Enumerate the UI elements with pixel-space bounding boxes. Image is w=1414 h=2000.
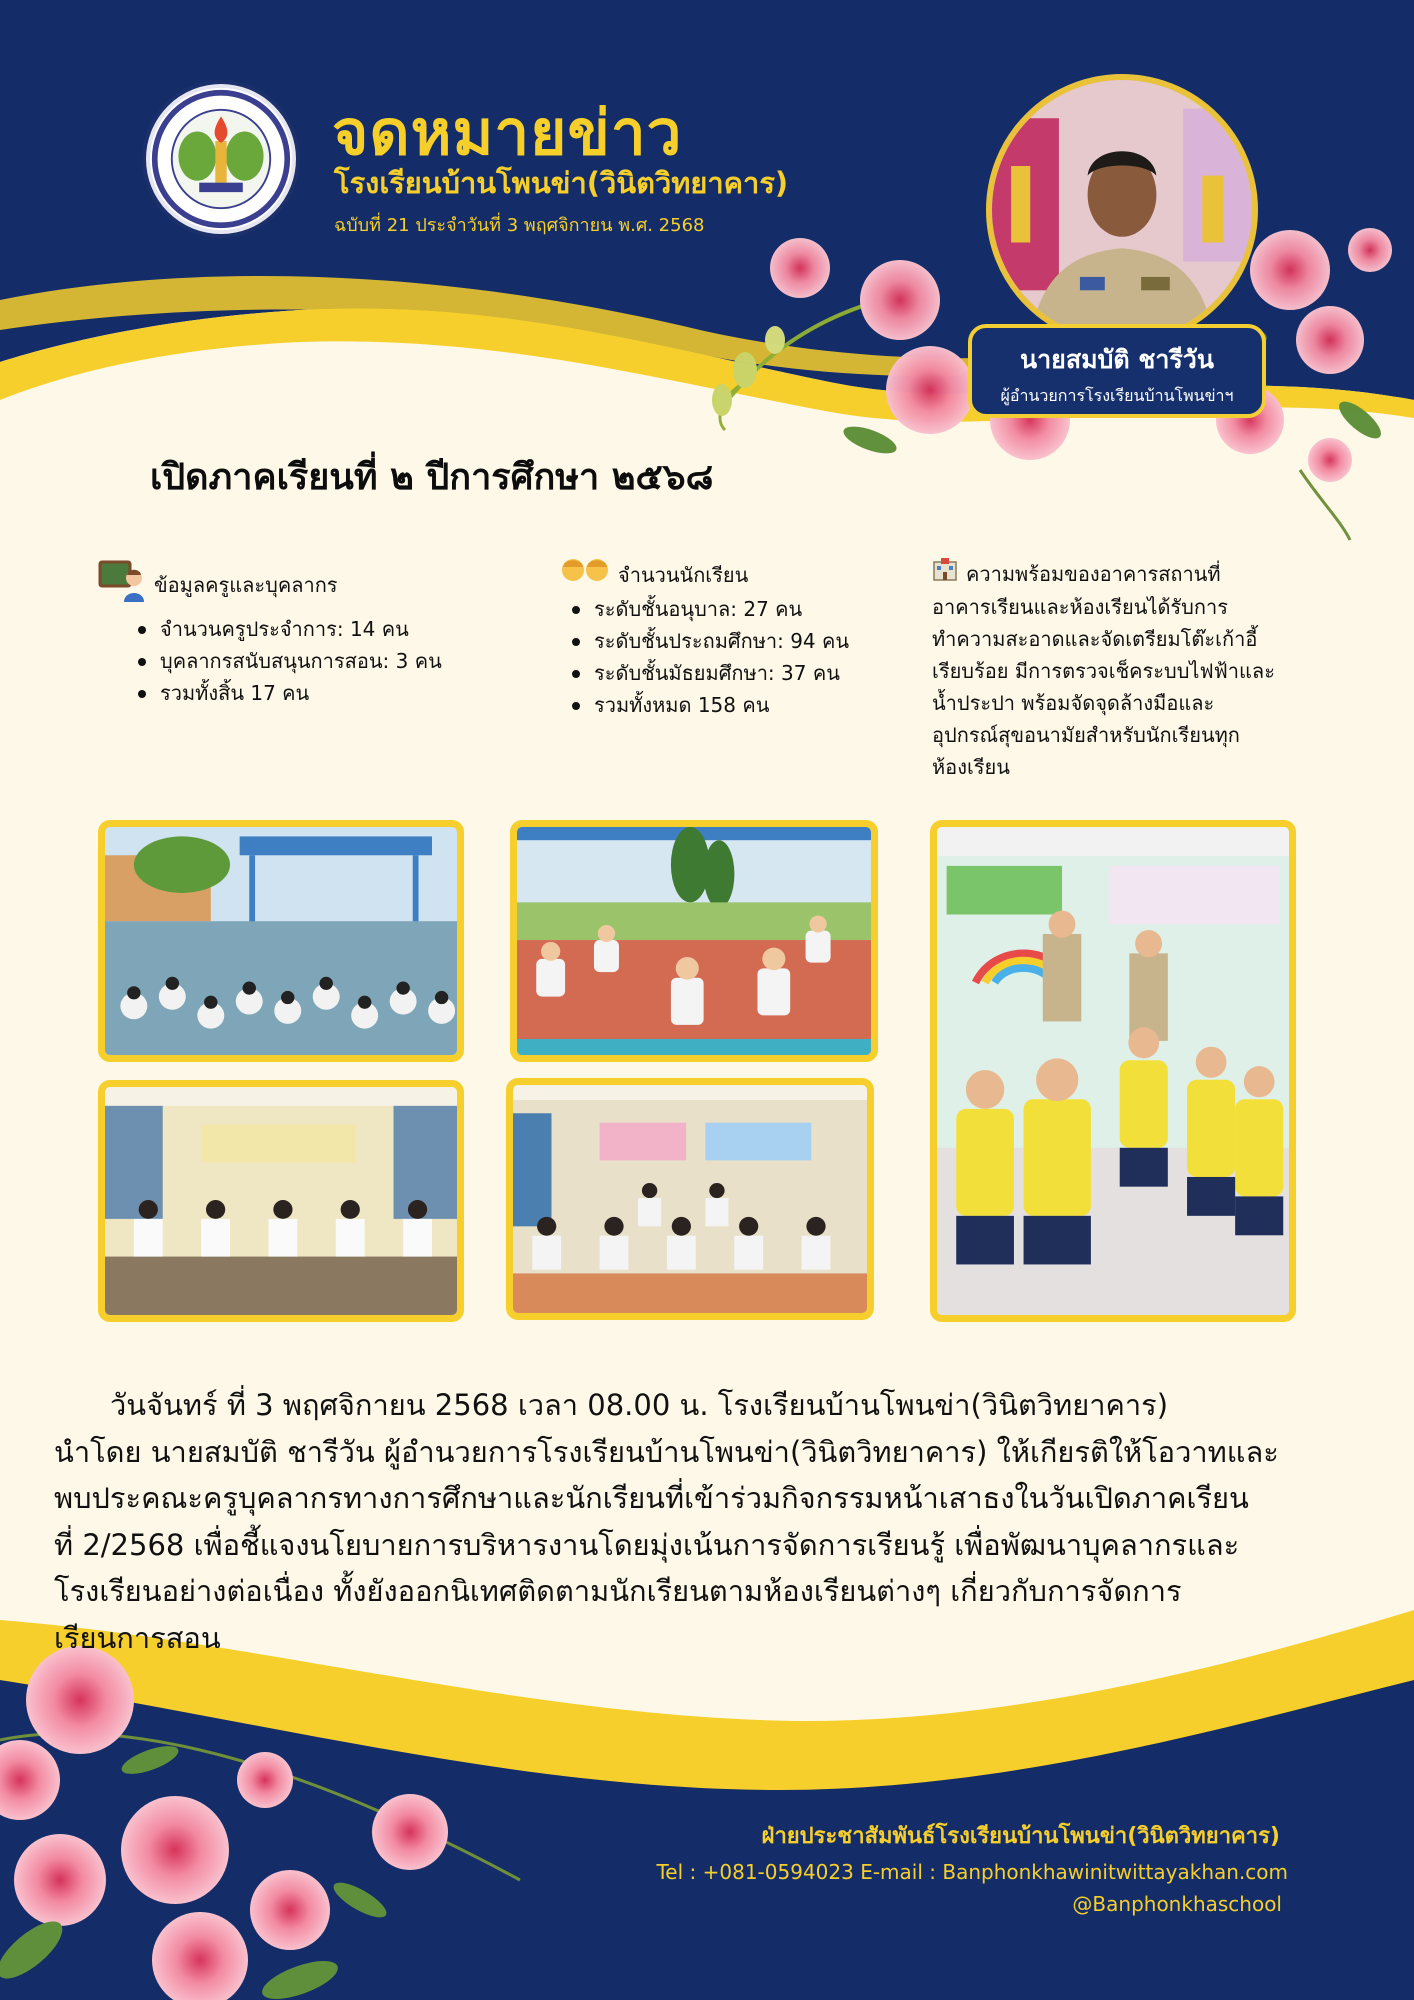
director-portrait-image (992, 80, 1252, 340)
footer-social-handle: @Banphonkhaschool (1072, 1892, 1282, 1916)
facilities-heading: ความพร้อมของอาคารสถานที่ (966, 561, 1221, 586)
list-item: รวมทั้งสิ้น 17 คน (136, 677, 558, 709)
paragraph-line: โรงเรียนอย่างต่อเนื่อง ทั้งยังออกนิเทศติดตามนักเรียนตามห้องเรียนต่างๆ เกี่ยวกับการจัดการ (54, 1574, 1182, 1608)
school-building-icon (932, 556, 958, 591)
issue-info: ฉบับที่ 21 ประจำวันที่ 3 พฤศจิกายน พ.ศ. 2568 (334, 215, 705, 236)
paragraph-line: ที่ 2/2568 เพื่อชี้แจงนโยบายการบริหารงานโดยมุ่งเน้นการจัดการเรียนรู้ เพื่อพัฒนาบุคลากรและ (54, 1527, 1240, 1562)
paragraph-line: เรียนการสอน (54, 1620, 221, 1655)
text-line: ห้องเรียน (932, 755, 1010, 779)
list-item: บุคลากรสนับสนุนการสอน: 3 คน (136, 645, 558, 677)
facilities-text (932, 591, 1332, 783)
facilities-section (932, 556, 1332, 783)
students-heading: จำนวนนักเรียน (618, 562, 749, 587)
students-icon (560, 556, 610, 593)
director-photo (986, 74, 1258, 346)
photo-kindergarten (930, 820, 1296, 1322)
text-line: เรียบร้อย มีการตรวจเช็คระบบไฟฟ้าและ (932, 659, 1275, 683)
news-paragraph (54, 1382, 1364, 1661)
list-item: จำนวนครูประจำการ: 14 คน (136, 613, 558, 645)
headline: เปิดภาคเรียนที่ ๒ ปีการศึกษา ๒๕๖๘ (150, 457, 714, 498)
staff-heading: ข้อมูลครูและบุคลากร (154, 572, 338, 597)
staff-section (98, 556, 558, 709)
list-item: รวมทั้งหมด 158 คน (570, 689, 920, 721)
list-item: ระดับชั้นมัธยมศึกษา: 37 คน (570, 657, 920, 689)
director-name: นายสมบัติ ชารีวัน (1020, 345, 1214, 374)
list-item: ระดับชั้นอนุบาล: 27 คน (570, 593, 920, 625)
list-item: ระดับชั้นประถมศึกษา: 94 คน (570, 625, 920, 657)
photo-students-seated (510, 820, 878, 1062)
footer-organization: ฝ่ายประชาสัมพันธ์โรงเรียนบ้านโพนข่า(วินิตวิทยาคาร) (761, 1824, 1280, 1849)
paragraph-line: พบประคณะครูบุคลากรทางการศึกษาและนักเรียนที่เข้าร่วมกิจกรรมหน้าเสาธงในวันเปิดภาคเรียน (54, 1481, 1249, 1515)
text-line: อาคารเรียนและห้องเรียนได้รับการ (932, 595, 1228, 619)
teacher-icon (98, 556, 146, 613)
students-list (570, 593, 920, 721)
text-line: ทำความสะอาดและจัดเตรียมโต๊ะเก้าอี้ (932, 627, 1258, 651)
newsletter-title: จดหมายข่าว (332, 96, 683, 169)
director-badge (968, 324, 1266, 418)
students-section (560, 556, 920, 721)
photo-classroom-primary (506, 1078, 874, 1320)
staff-list (136, 613, 558, 709)
paragraph-line: นำโดย นายสมบัติ ชารีวัน ผู้อำนวยการโรงเรียนบ้านโพนข่า(วินิตวิทยาคาร) ให้เกียรติให้โอวาทและ (54, 1434, 1279, 1469)
text-line: น้ำประปา พร้อมจัดจุดล้างมือและ (932, 691, 1215, 715)
photo-classroom-secondary (98, 1080, 464, 1322)
photo-assembly-courtyard (98, 820, 464, 1062)
school-name: โรงเรียนบ้านโพนข่า(วินิตวิทยาคาร) (334, 166, 789, 200)
paragraph-line: วันจันทร์ ที่ 3 พฤศจิกายน 2568 เวลา 08.00 น. โรงเรียนบ้านโพนข่า(วินิตวิทยาคาร) (110, 1388, 1169, 1422)
school-logo (146, 84, 296, 234)
director-position: ผู้อำนวยการโรงเรียนบ้านโพนข่าฯ (1000, 386, 1234, 405)
text-line: อุปกรณ์สุขอนามัยสำหรับนักเรียนทุก (932, 723, 1240, 747)
school-emblem-icon (150, 88, 292, 230)
footer-contact: Tel : +081-0594023 E-mail : Banphonkhawinitwittayakhan.com (656, 1860, 1288, 1884)
